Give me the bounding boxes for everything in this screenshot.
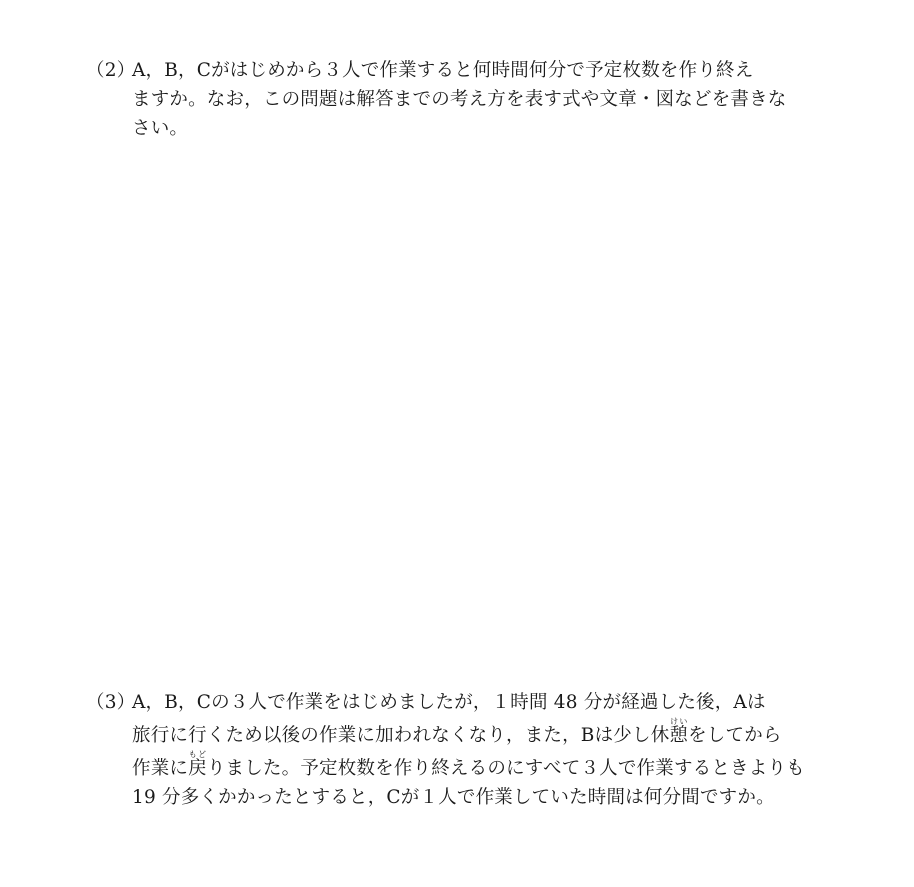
problem-3 bbox=[86, 688, 832, 812]
ruby-kei bbox=[669, 717, 689, 746]
problem-3-line-2 bbox=[86, 717, 832, 750]
problem-3-line-3 bbox=[86, 750, 832, 783]
ruby-kei-base: 憩 bbox=[669, 725, 689, 746]
problem-3-text-2b: をしてから bbox=[688, 725, 782, 746]
problem-2-line-3: さい。 bbox=[132, 118, 189, 139]
problem-3-line-4: 19 分多くかかったとすると，Cが１人で作業していた時間は何分間ですか。 bbox=[132, 787, 775, 808]
ruby-modo bbox=[188, 750, 207, 779]
problem-2-line-1 bbox=[86, 56, 832, 85]
problem-3-text-3a: 作業に bbox=[132, 758, 189, 779]
answer-space bbox=[86, 150, 832, 670]
problem-3-text-2a: 旅行に行くため以後の作業に加われなくなり，また，Bは少し休 bbox=[132, 725, 670, 746]
problem-2-text-1: A，B，Cがはじめから３人で作業すると何時間何分で予定枚数を作り終え bbox=[132, 60, 754, 81]
problem-2-number: （2） bbox=[86, 60, 136, 81]
problem-3-number: （3） bbox=[86, 692, 136, 713]
ruby-modo-reading: もど bbox=[188, 750, 207, 759]
ruby-kei-reading: けい bbox=[669, 717, 689, 726]
problem-3-text-3b: りました。予定枚数を作り終えるのにすべて３人で作業するときよりも bbox=[206, 758, 805, 779]
problem-3-line-1 bbox=[86, 688, 832, 717]
problem-2 bbox=[86, 56, 832, 143]
problem-3-text-1: A，B，Cの３人で作業をはじめましたが，１時間 48 分が経過した後，Aは bbox=[132, 692, 766, 713]
ruby-modo-base: 戻 bbox=[188, 758, 207, 779]
problem-2-line-2: ますか。なお，この問題は解答までの考え方を表す式や文章・図などを書きな bbox=[132, 89, 787, 110]
